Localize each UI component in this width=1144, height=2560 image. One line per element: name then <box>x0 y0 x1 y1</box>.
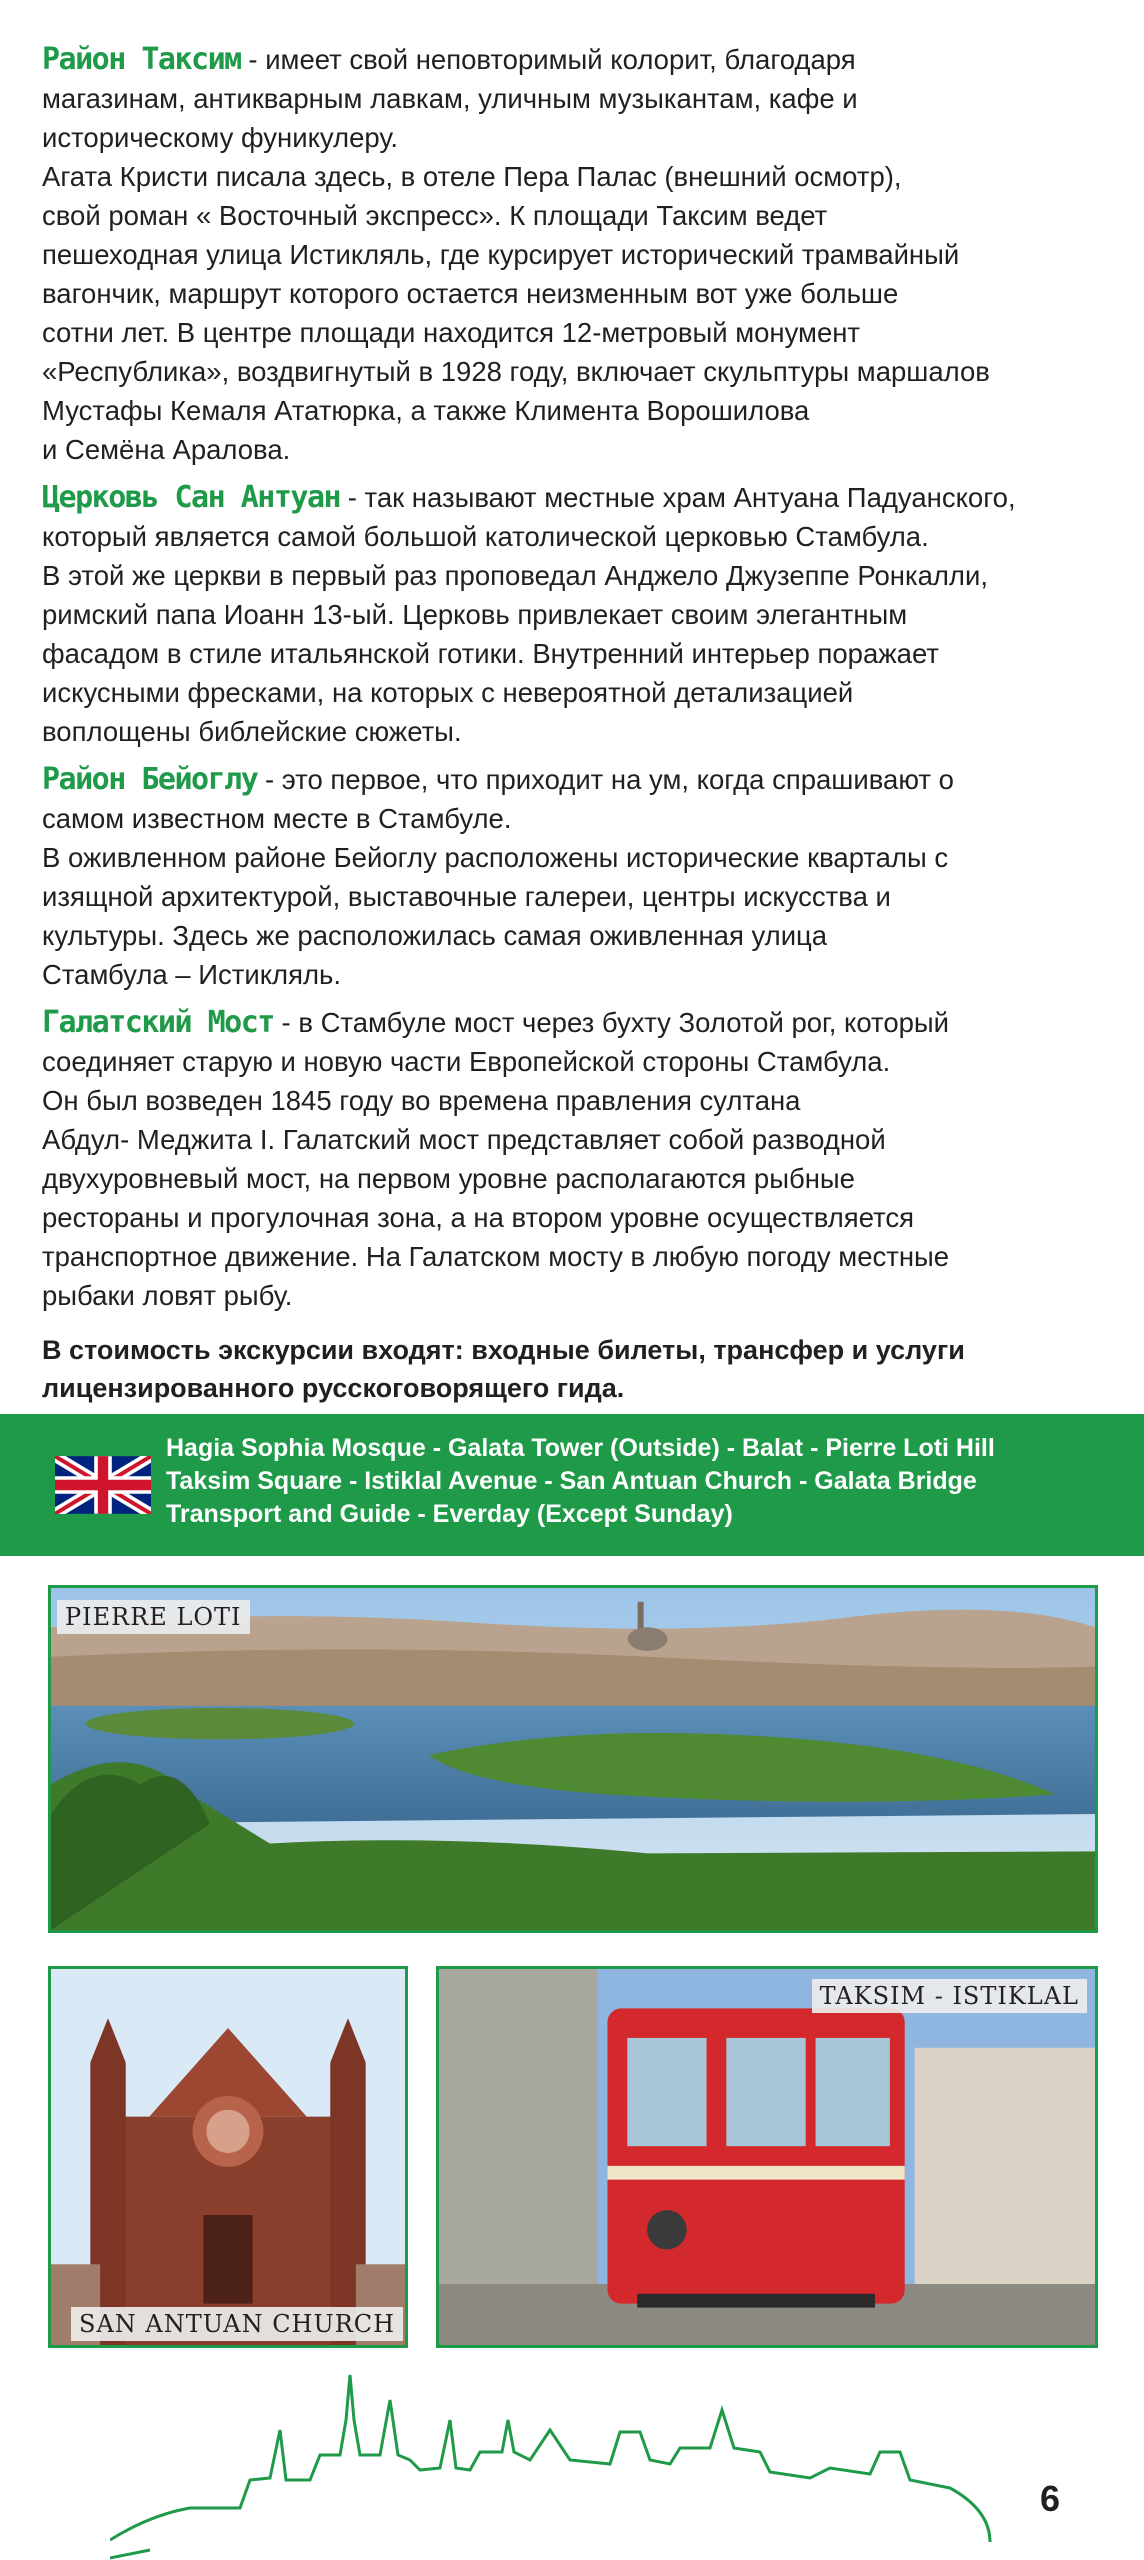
text-line: свой роман « Восточный экспресс». К площади Таксим ведет <box>42 200 828 231</box>
text-line: соединяет старую и новую части Европейской стороны Стамбула. <box>42 1046 891 1077</box>
pierre-loti-image <box>51 1588 1095 1930</box>
photo-san-antuan <box>48 1966 408 2348</box>
text-line: пешеходная улица Истикляль, где курсирует исторический трамвайный <box>42 239 960 270</box>
san-antuan-image <box>51 1969 405 2345</box>
photo-pierre-loti <box>48 1585 1098 1933</box>
text-line: Мустафы Кемаля Ататюрка, а также Климента Ворошилова <box>42 395 810 426</box>
section-beyoglu <box>42 760 1117 994</box>
section-lead: - это первое, что приходит на ум, когда спрашивают о <box>257 764 954 795</box>
photo-taksim <box>436 1966 1098 2348</box>
text-line: воплощены библейские сюжеты. <box>42 716 462 747</box>
included-line: В стоимость экскурсии входят: входные билеты, трансфер и услуги <box>42 1335 965 1365</box>
text-line: изящной архитектурой, выставочные галереи, центры искусства и <box>42 881 891 912</box>
text-line: магазинам, антикварным лавкам, уличным музыкантам, кафе и <box>42 83 858 114</box>
banner-line: Transport and Guide - Everday (Except Sunday) <box>166 1500 733 1528</box>
text-line: Стамбула – Истикляль. <box>42 959 342 990</box>
text-line: В этой же церкви в первый раз проповедал Анджело Джузеппе Ронкалли, <box>42 560 988 591</box>
text-line: культуры. Здесь же расположилась самая оживленная улица <box>42 920 828 951</box>
text-line: вагончик, маршрут которого остается неизменным вот уже больше <box>42 278 899 309</box>
text-line: двухуровневый мост, на первом уровне располагаются рыбные <box>42 1163 855 1194</box>
text-line: римский папа Иоанн 13-ый. Церковь привлекает своим элегантным <box>42 599 908 630</box>
section-heading: Галатский Мост <box>42 1005 274 1040</box>
text-line: транспортное движение. На Галатском мосту в любую погоду местные <box>42 1241 950 1272</box>
banner-line: Taksim Square - Istiklal Avenue - San Antuan Church - Galata Bridge <box>166 1467 977 1495</box>
photo-label: SAN ANTUAN CHURCH <box>71 2307 403 2341</box>
taksim-image <box>439 1969 1095 2345</box>
section-heading: Церковь Сан Антуан <box>42 480 341 515</box>
text-line: сотни лет. В центре площади находится 12-метровый монумент <box>42 317 861 348</box>
included-line: лицензированного русскоговорящего гида. <box>42 1373 625 1403</box>
text-line: и Семёна Аралова. <box>42 434 291 465</box>
banner-line: Hagia Sophia Mosque - Galata Tower (Outside) - Balat - Pierre Loti Hill <box>166 1434 995 1462</box>
page-number: 6 <box>1040 2478 1061 2519</box>
skyline-outline-icon <box>110 2360 1010 2560</box>
uk-flag-icon <box>55 1456 151 1514</box>
section-san-antuan <box>42 478 1117 751</box>
text-line: Он был возведен 1845 году во времена правления султана <box>42 1085 801 1116</box>
section-heading: Район Бейоглу <box>42 762 258 797</box>
section-galata-bridge <box>42 1003 1117 1315</box>
text-line: фасадом в стиле итальянской готики. Внутренний интерьер поражает <box>42 638 939 669</box>
text-line: рыбаки ловят рыбу. <box>42 1280 293 1311</box>
section-lead: - в Стамбуле мост через бухту Золотой рог, который <box>273 1007 950 1038</box>
text-line: который является самой большой католической церковью Стамбула. <box>42 521 929 552</box>
text-line: В оживленном районе Бейоглу расположены исторические кварталы с <box>42 842 949 873</box>
section-lead: - имеет свой неповторимый колорит, благодаря <box>240 44 856 75</box>
section-taksim <box>42 40 1117 469</box>
photo-label: TAKSIM - ISTIKLAL <box>812 1979 1087 2013</box>
text-line: «Республика», воздвигнутый в 1928 году, включает скульптуры маршалов <box>42 356 990 387</box>
text-line: Агата Кристи писала здесь, в отеле Пера Палас (внешний осмотр), <box>42 161 902 192</box>
included-note <box>42 1331 1117 1407</box>
section-heading: Район Таксим <box>42 42 241 77</box>
text-line: историческому фуникулеру. <box>42 122 399 153</box>
text-content <box>42 40 1117 1407</box>
text-line: рестораны и прогулочная зона, а на втором уровне осуществляется <box>42 1202 915 1233</box>
banner-itinerary <box>166 1432 995 1531</box>
text-line: самом известном месте в Стамбуле. <box>42 803 512 834</box>
photo-label: PIERRE LOTI <box>57 1600 250 1634</box>
tour-banner <box>0 1414 1144 1556</box>
text-line: Абдул- Меджита I. Галатский мост представляет собой разводной <box>42 1124 886 1155</box>
text-line: искусными фресками, на которых с невероятной детализацией <box>42 677 854 708</box>
section-lead: - так называют местные храм Антуана Падуанского, <box>340 482 1016 513</box>
